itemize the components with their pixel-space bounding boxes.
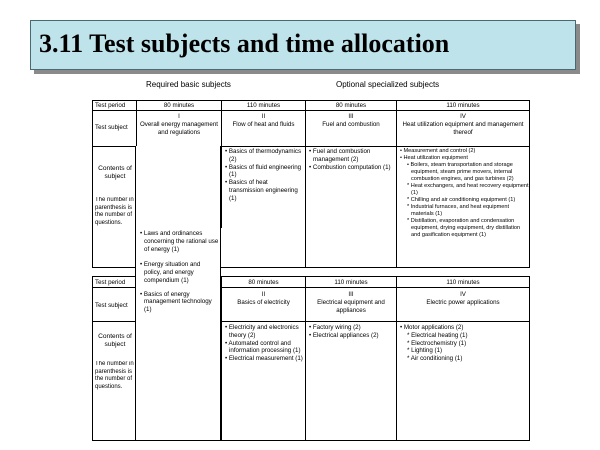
t2-subject-1-name: Basics of electricity (237, 298, 290, 306)
optional-subjects-label: Optional specialized subjects (336, 80, 440, 89)
t1-note: The number in parenthesis is the number of questions. (95, 197, 134, 226)
list-item: • Automated control and information processing (1) (225, 339, 301, 355)
list-item: * Electrochemistry (1) (407, 339, 467, 347)
t1-period-3: 80 minutes (335, 102, 367, 109)
t1-period-4: 110 minutes (446, 102, 480, 109)
list-item: • Combustion computation (1) (309, 163, 391, 171)
list-item: * Heat exchangers, and heat recovery equipment (1) (407, 182, 529, 196)
t2-col3-contents (308, 324, 394, 340)
t2-numeral-1: II (261, 291, 266, 298)
list-item: * Lighting (1) (407, 347, 443, 355)
t1-col2-contents (224, 148, 304, 202)
t1-subject-4-name-text: Heat utilization equipment and management thereof (402, 120, 524, 136)
t1-contents-label: Contents of subject (98, 165, 132, 181)
t2-period-label: Test period (95, 279, 126, 286)
list-item: * Industrial furnaces, and heat equipment materials (1) (407, 203, 509, 217)
list-item: • Laws and ordinances concerning the rational use of energy (1) (140, 230, 219, 253)
title-banner (30, 20, 576, 70)
t2-subject-3-name: Electric power applications (426, 298, 500, 306)
t1-subject-1 (137, 113, 221, 136)
list-item: • Fuel and combustion management (2) (309, 148, 371, 163)
t2-col4-contents (399, 324, 529, 363)
t1-numeral-4: IV (460, 113, 466, 120)
column-1-contents (135, 146, 221, 441)
list-item: * Chilling and air conditioning equipment (1) (407, 196, 516, 203)
t2-subject-2-name: Electrical equipment and appliances (317, 298, 385, 314)
t1-col3-contents (308, 148, 394, 171)
t1-period-1: 80 minutes (163, 102, 195, 109)
t1-subject-2-name: Flow of heat and fluids (232, 120, 295, 128)
t1-numeral-2: II (261, 113, 266, 120)
list-item: • Electrical appliances (2) (309, 331, 379, 339)
slide-title: 3.11 Test subjects and time allocation (39, 29, 450, 58)
t1-col4-contents (399, 148, 529, 239)
t1-subject-3 (306, 113, 396, 129)
list-item: • Basics of thermodynamics (2) (225, 148, 302, 163)
t2-col2-contents (224, 324, 304, 363)
t1-numeral-3: III (348, 113, 354, 120)
list-item: • Factory wiring (2) (309, 324, 361, 331)
list-item: * Air conditioning (1) (407, 355, 463, 362)
t2-subject-label: Test subject (95, 302, 128, 309)
col1-list (139, 230, 219, 314)
t2-numeral-3: IV (460, 291, 466, 298)
list-item: • Motor applications (2) (400, 324, 464, 331)
t2-note: The number in parenthesis is the number of questions. (95, 361, 134, 390)
t2-period-2: 110 minutes (334, 279, 368, 286)
t1-subject-2 (222, 113, 305, 129)
list-item: • Basics of fluid engineering (1) (225, 163, 302, 179)
list-item: • Heat utilization equipment (400, 154, 468, 161)
list-item: • Basics of heat transmission engineering (1) (225, 179, 298, 202)
list-item: * Distillation, evaporation and condensation equipment, drying equipment, dry distillation and gasification equipment (1) (407, 217, 521, 238)
t1-period-label: Test period (95, 102, 126, 109)
t2-period-1: 80 minutes (248, 279, 279, 286)
t1-subject-4 (397, 113, 529, 136)
t1-subject-label: Test subject (95, 124, 128, 131)
t1-period-2: 110 minutes (246, 102, 281, 109)
list-item: • Energy situation and policy, and energy compendium (1) (140, 261, 201, 284)
t2-contents-label: Contents of subject (98, 333, 132, 349)
t2-subject-3 (397, 291, 529, 307)
list-item: • Basics of energy management technology (1) (140, 290, 212, 313)
list-item: * Electrical heating (1) (407, 331, 468, 339)
list-item: • Electrical measurement (1) (225, 355, 303, 362)
t2-numeral-2: III (348, 291, 354, 298)
t2-period-3: 110 minutes (446, 279, 480, 286)
t1-subject-3-name: Fuel and combustion (322, 120, 380, 128)
list-item: • Boilers, steam transportation and storage equipment, steam prime movers, internal combustion engines, and gas turbines (2) (407, 161, 514, 182)
t2-subject-1 (222, 291, 305, 307)
t2-subject-2 (306, 291, 396, 314)
required-subjects-label: Required basic subjects (146, 80, 231, 89)
t1-subject-1-name: Overall energy management and regulations (139, 120, 219, 136)
t1-numeral-1: I (178, 113, 180, 120)
list-item: • Electricity and electronics theory (2) (225, 324, 299, 339)
list-item: • Measurement and control (2) (400, 148, 476, 154)
